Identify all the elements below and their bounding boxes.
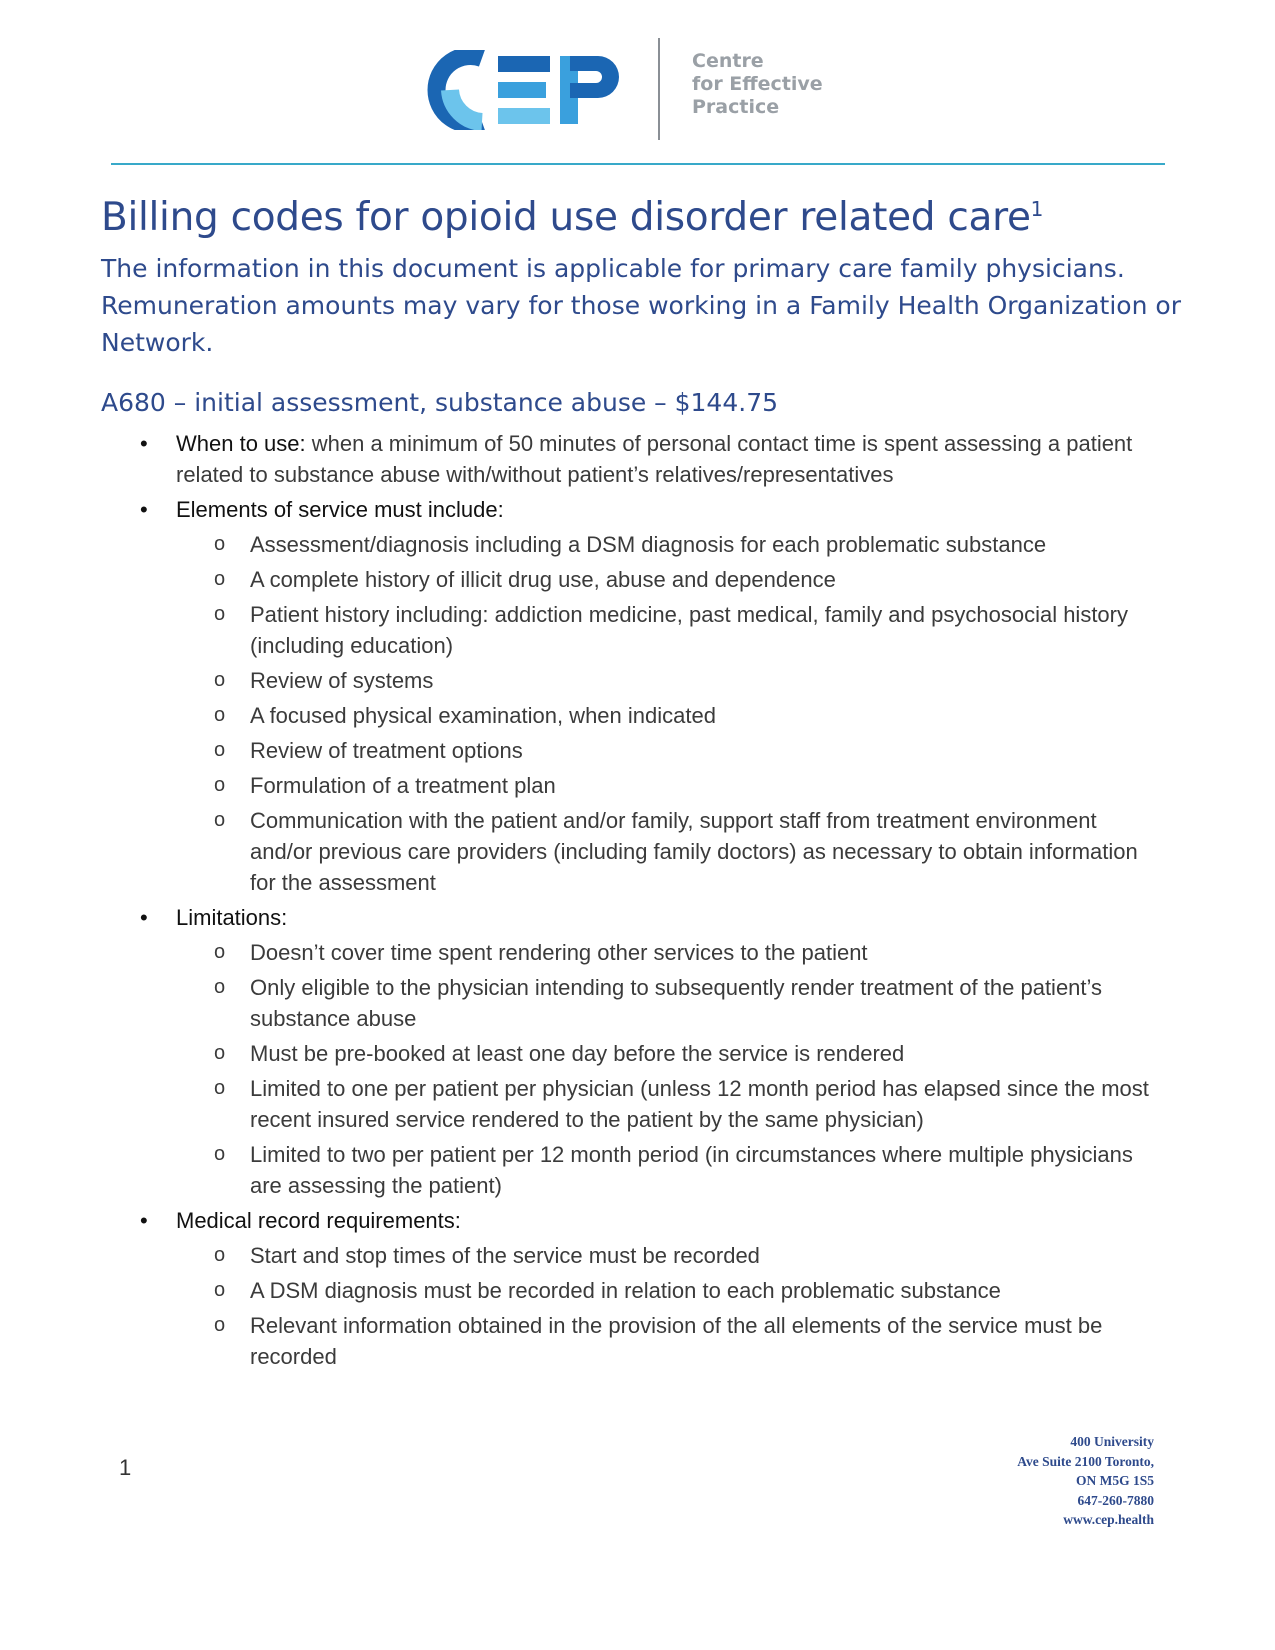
- logo-text-line: Centre: [692, 50, 764, 72]
- page-number: 1: [119, 1455, 132, 1480]
- sub-bullet-text: Doesn’t cover time spent rendering other services to the patient: [250, 940, 868, 965]
- document-title: [101, 195, 1043, 240]
- logo-text-line: for Effective: [692, 73, 823, 95]
- sub-bullet-item: [0, 1240, 1165, 1271]
- sub-bullet-marker: o: [214, 941, 226, 963]
- sub-bullet-marker: o: [214, 1279, 226, 1301]
- sub-bullet-item: [0, 700, 1165, 731]
- sub-bullet-marker: o: [214, 1244, 226, 1266]
- sub-bullet-marker: o: [214, 1077, 226, 1099]
- bullet-text: when a minimum of 50 minutes of personal contact time is spent assessing a patient related to substance abuse with/without patient’s relatives/representatives: [176, 431, 1133, 487]
- sub-bullet-item: [0, 529, 1165, 560]
- sub-bullet-text: Review of systems: [250, 668, 434, 693]
- sub-bullet-marker: o: [214, 1314, 226, 1336]
- address-phone: 647-260-7880: [1077, 1492, 1154, 1508]
- bullet-dot: •: [140, 1208, 148, 1233]
- bullet-dot: •: [140, 431, 148, 456]
- sub-bullet-item: [0, 665, 1165, 696]
- sub-bullet-text: Assessment/diagnosis including a DSM diagnosis for each problematic substance: [250, 532, 1047, 557]
- sub-bullet-text: Formulation of a treatment plan: [250, 773, 556, 798]
- sub-bullet-text: A DSM diagnosis must be recorded in relation to each problematic substance: [250, 1278, 1001, 1303]
- sub-bullet-item: [0, 599, 1165, 661]
- sub-bullet-item: [0, 805, 1165, 898]
- section-heading: A680 – initial assessment, substance abuse – $144.75: [101, 388, 779, 417]
- sub-bullet-text: Only eligible to the physician intending to subsequently render treatment of the patient’s substance abuse: [250, 975, 1103, 1031]
- bullet-label: Medical record requirements:: [176, 1208, 461, 1233]
- address-website[interactable]: www.cep.health: [1063, 1512, 1154, 1527]
- logo-divider: [658, 38, 660, 140]
- sub-bullet-text: Relevant information obtained in the provision of the all elements of the service must be recorded: [250, 1313, 1103, 1369]
- sub-bullet-item: [0, 1310, 1165, 1372]
- sub-bullet-text: Start and stop times of the service must be recorded: [250, 1243, 760, 1268]
- bullet-item: [0, 1205, 1146, 1236]
- sub-bullet-marker: o: [214, 976, 226, 998]
- bullet-label: Elements of service must include:: [176, 497, 504, 522]
- sub-bullet-text: Review of treatment options: [250, 738, 523, 763]
- bullet-item: [0, 428, 1146, 490]
- sub-bullet-marker: o: [214, 669, 226, 691]
- sub-bullet-marker: o: [214, 704, 226, 726]
- sub-bullet-marker: o: [214, 774, 226, 796]
- sub-bullet-item: [0, 735, 1165, 766]
- sub-bullet-item: [0, 937, 1165, 968]
- address-line: 400 University: [1070, 1434, 1154, 1449]
- document-title-text: Billing codes for opioid use disorder related care: [101, 195, 1031, 240]
- cep-logo: [420, 50, 880, 140]
- sub-bullet-item: [0, 972, 1165, 1034]
- sub-bullet-text: Must be pre-booked at least one day before the service is rendered: [250, 1041, 905, 1066]
- bullet-dot: •: [140, 497, 148, 522]
- logo-text-line: Practice: [692, 96, 780, 118]
- sub-bullet-item: [0, 1139, 1165, 1201]
- sub-bullet-text: Limited to two per patient per 12 month period (in circumstances where multiple physicians are assessing the patient): [250, 1142, 1133, 1198]
- bullet-label: Limitations:: [176, 905, 288, 930]
- bullet-dot: •: [140, 905, 148, 930]
- footnote-marker: 1: [1030, 197, 1044, 221]
- sub-bullet-text: A complete history of illicit drug use, abuse and dependence: [250, 567, 836, 592]
- logo-wordmark: [692, 50, 823, 119]
- sub-bullet-text: Communication with the patient and/or family, support staff from treatment environment and/or previous care providers (including family doctors) as necessary to obtain information for the assessment: [250, 808, 1138, 895]
- sub-bullet-text: Limited to one per patient per physician (unless 12 month period has elapsed since the most recent insured service rendered to the patient by the same physician): [250, 1076, 1149, 1132]
- sub-bullet-item: [0, 1275, 1165, 1306]
- header-rule: [111, 163, 1165, 165]
- sub-bullet-marker: o: [214, 603, 226, 625]
- sub-bullet-marker: o: [214, 739, 226, 761]
- footer-address: [1017, 1432, 1154, 1530]
- sub-bullet-marker: o: [214, 568, 226, 590]
- sub-bullet-marker: o: [214, 533, 226, 555]
- cep-logo-mark: [420, 50, 630, 130]
- sub-bullet-marker: o: [214, 1143, 226, 1165]
- bullet-item: [0, 902, 1146, 933]
- address-line: Ave Suite 2100 Toronto,: [1017, 1453, 1154, 1469]
- sub-bullet-item: [0, 770, 1165, 801]
- bullet-label: When to use:: [176, 431, 306, 456]
- sub-bullet-text: A focused physical examination, when indicated: [250, 703, 716, 728]
- sub-bullet-marker: o: [214, 809, 226, 831]
- sub-bullet-item: [0, 1073, 1165, 1135]
- address-line: ON M5G 1S5: [1075, 1473, 1154, 1488]
- sub-bullet-item: [0, 564, 1165, 595]
- sub-bullet-item: [0, 1038, 1165, 1069]
- bullet-item: [0, 494, 1146, 525]
- sub-bullet-text: Patient history including: addiction medicine, past medical, family and psychosocial history (including education): [250, 602, 1128, 658]
- sub-bullet-marker: o: [214, 1042, 226, 1064]
- billing-details: [0, 428, 1275, 1376]
- intro-paragraph: The information in this document is applicable for primary care family physicians. Remuneration amounts may vary for those working in a Family Health Organization or Network.: [101, 254, 1181, 357]
